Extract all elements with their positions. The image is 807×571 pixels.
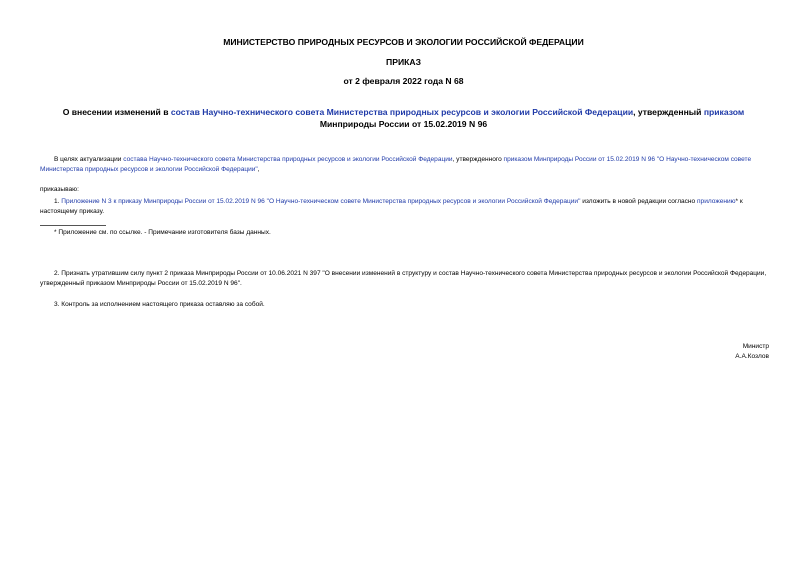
title-order-link[interactable]: приказом (703, 107, 745, 117)
ministry-heading: МИНИСТЕРСТВО ПРИРОДНЫХ РЕСУРСОВ И ЭКОЛОГИИ РОССИЙСКОЙ ФЕДЕРАЦИИ (223, 37, 584, 47)
item-1-appendix-link[interactable]: Приложение N 3 к приказу Минприроды России от 15.02.2019 N 96 "О Научно-техническом совете Министерства природных ресурсов и экологии Российской Федерации" (61, 198, 581, 205)
doc-type-heading: ПРИКАЗ (386, 57, 421, 67)
title-text-3: Минприроды России от 15.02.2019 N 96 (319, 119, 488, 129)
item-3-paragraph: 3. Контроль за исполнением настоящего приказа оставляю за собой. (54, 301, 265, 308)
preamble-text-1: В целях актуализации (54, 156, 124, 163)
footnote: * Приложение см. по ссылке. - Примечание изготовителя базы данных. (54, 229, 271, 236)
document-title (40, 106, 767, 130)
preamble-order-link[interactable]: приказом Минприроды России от 15.02.2019 N 96 "О Научно-техническом совете Министерства природных ресурсов и экологии Российской Федерации" (40, 156, 752, 173)
date-number-heading: от 2 февраля 2022 года N 68 (343, 76, 464, 86)
order-word: приказываю: (40, 186, 79, 193)
item-1-annex-link[interactable]: приложению (697, 198, 736, 205)
signature-position: Министр (742, 343, 769, 350)
title-text-2: , утвержденный (633, 107, 704, 117)
preamble-paragraph (40, 155, 769, 175)
signature-name: А.А.Козлов (735, 353, 769, 360)
item-1-text-1: изложить в новой редакции согласно (580, 198, 698, 205)
item-1-text-2: * к настоящему приказу. (40, 198, 743, 215)
preamble-text-3: , (257, 166, 260, 173)
title-council-composition-link[interactable]: состав Научно-технического совета Министерства природных ресурсов и экологии Российской Федерации (170, 107, 634, 117)
item-2-paragraph: 2. Признать утратившим силу пункт 2 приказа Минприроды России от 10.06.2021 N 397 "О внесении изменений в структуру и состав Научно-технического совета Министерства природных ресурсов и экологии Российской Федерации, утвержденный приказом Минприроды России от 15.02.2019 N 96". (40, 270, 767, 287)
preamble-text-2: , утвержденного (452, 156, 504, 163)
footnote-divider (40, 225, 106, 226)
title-text-1: О внесении изменений в (62, 107, 171, 117)
preamble-composition-link[interactable]: состава Научно-технического совета Министерства природных ресурсов и экологии Российской Федерации (123, 156, 453, 163)
item-1-paragraph (40, 197, 769, 217)
item-1-number: 1. (54, 198, 62, 205)
